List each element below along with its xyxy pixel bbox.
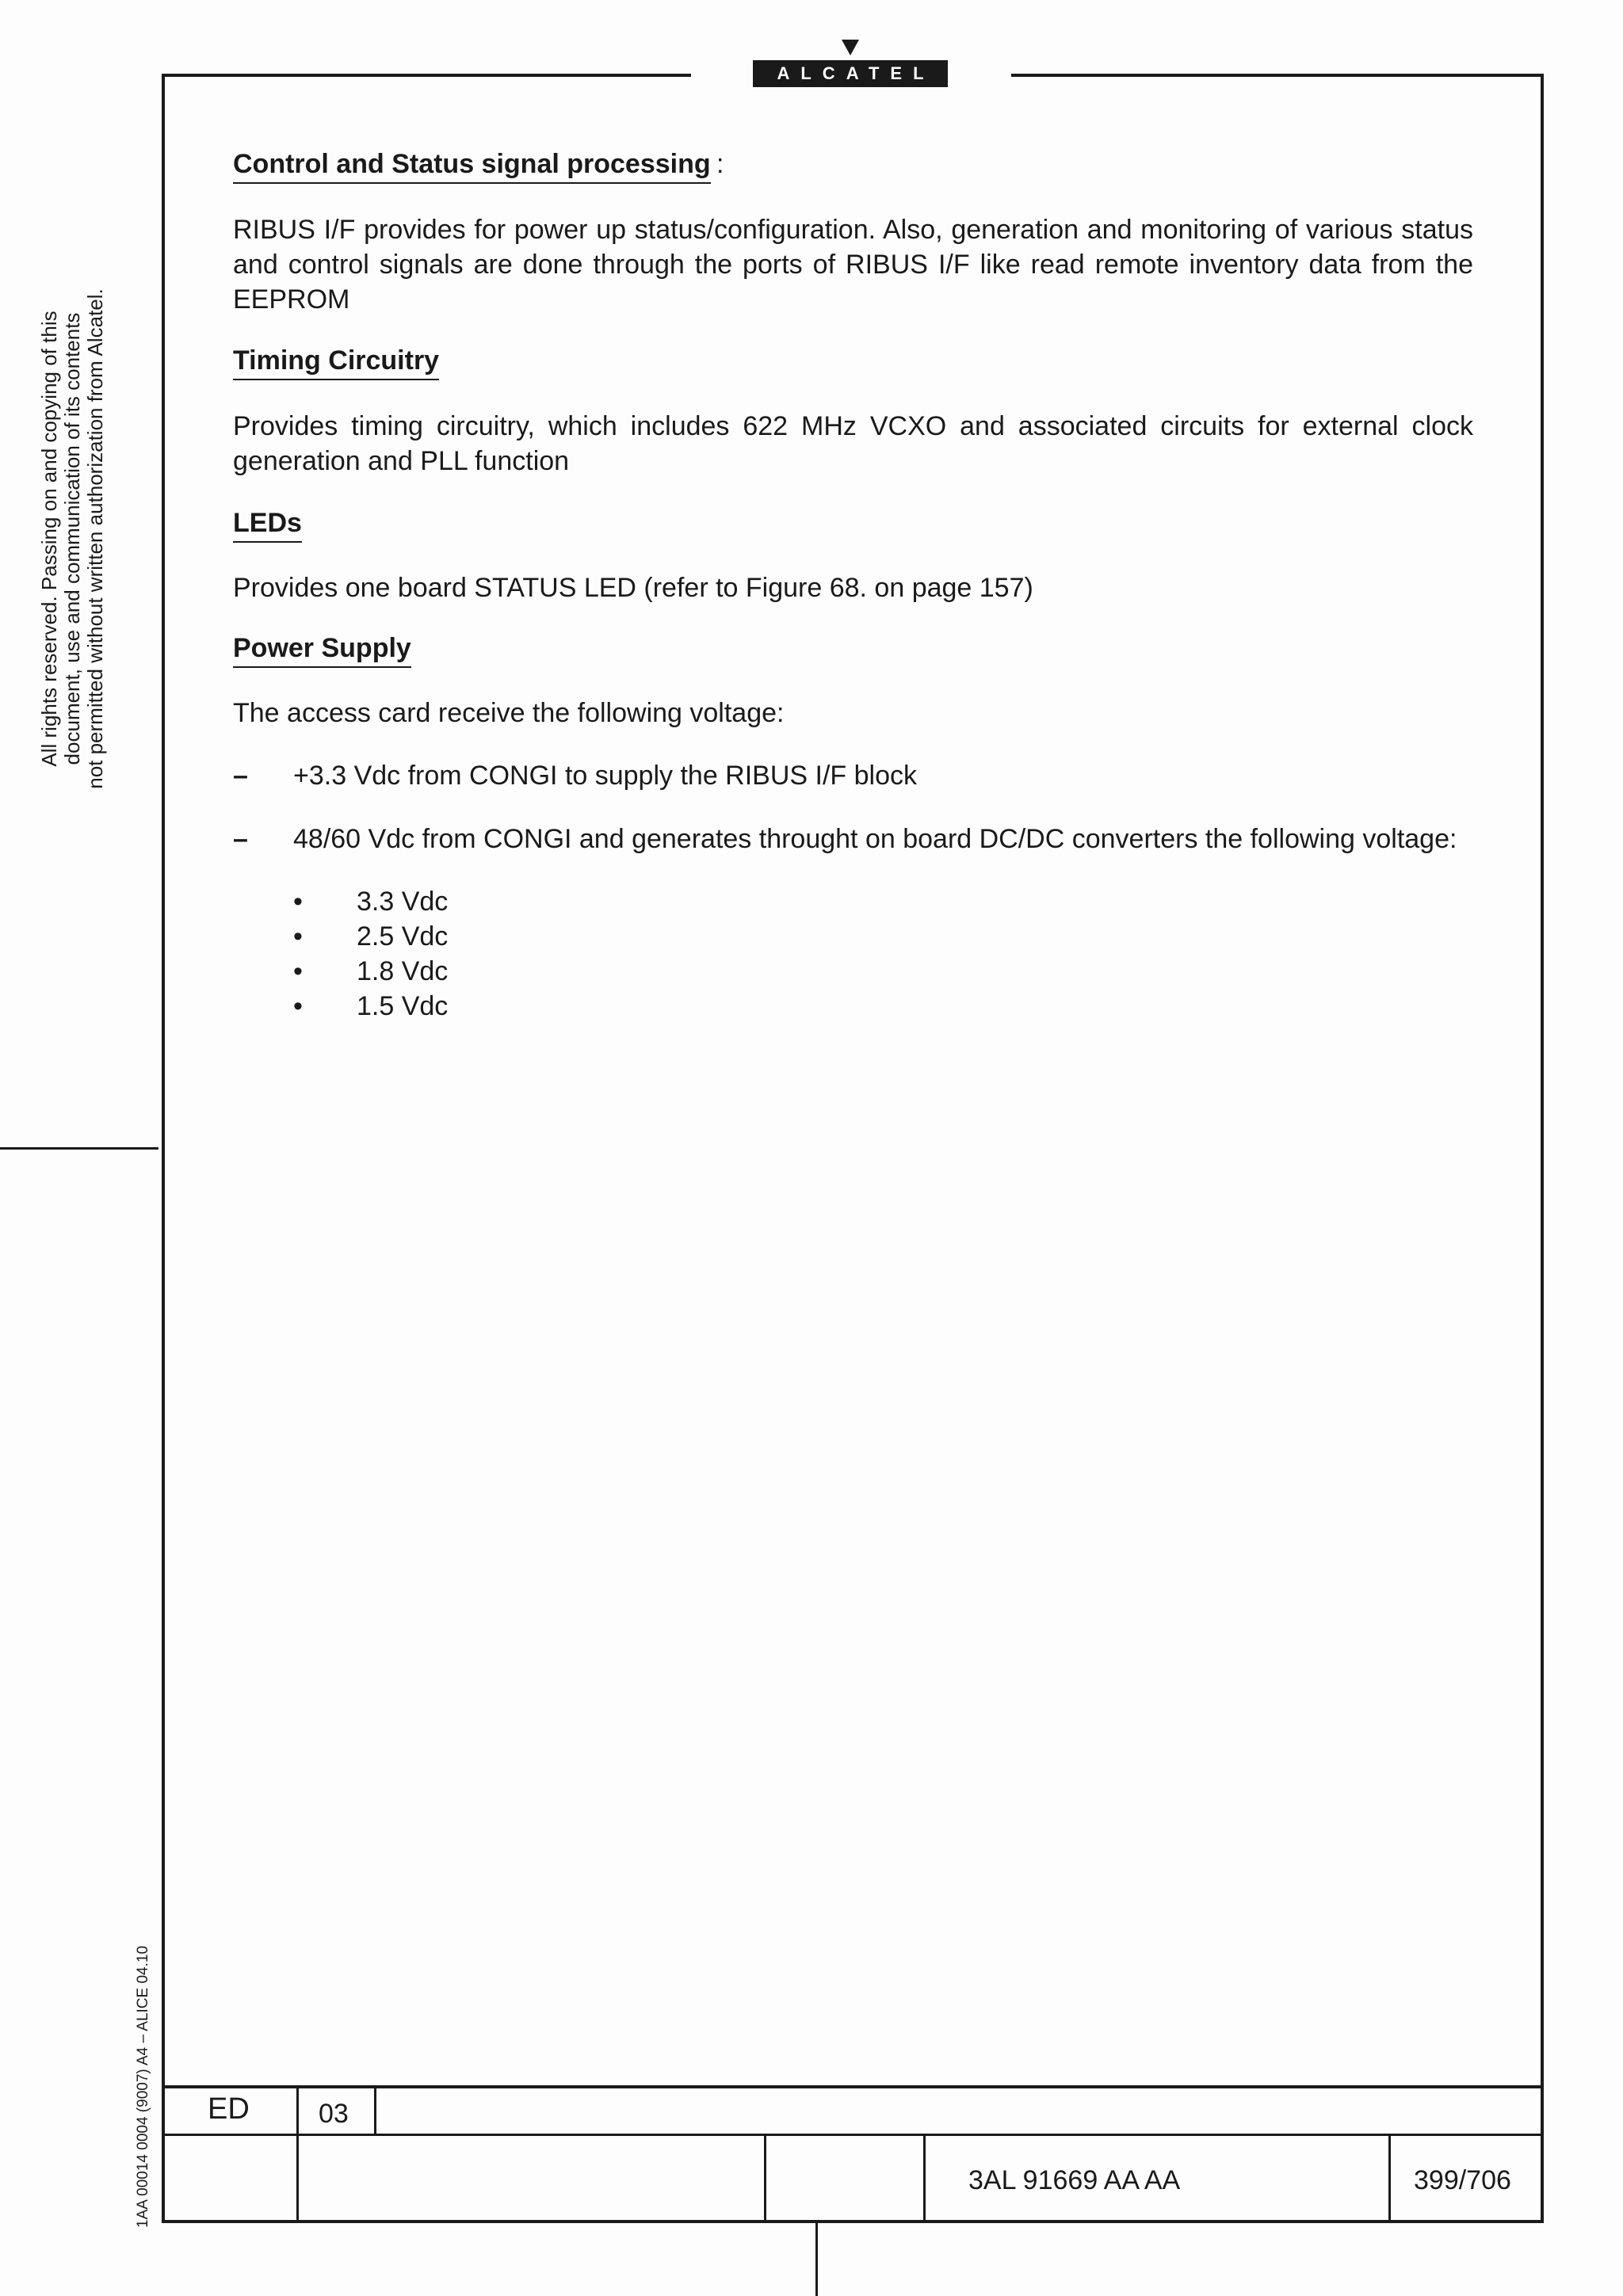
control-heading-text: Control and Status signal processing bbox=[233, 149, 711, 179]
logo-triangle-icon bbox=[842, 40, 859, 55]
dash-icon: – bbox=[233, 761, 248, 791]
footer-divider bbox=[923, 2134, 926, 2223]
list-item-text: +3.3 Vdc from CONGI to supply the RIBUS I/F block bbox=[293, 761, 918, 791]
timing-body: Provides timing circuitry, which includes 622 MHz VCXO and associated circuits for external clock generation and PLL function bbox=[233, 411, 1473, 476]
voltage-value: 1.8 Vdc bbox=[357, 956, 449, 986]
logo-text: ALCATEL bbox=[753, 60, 948, 87]
form-code: 1AA 00014 0004 (9007) A4 – ALICE 04.10 bbox=[135, 1945, 151, 2228]
page-number: 399/706 bbox=[1414, 2165, 1511, 2195]
edition-label: ED bbox=[208, 2092, 250, 2126]
document-number: 3AL 91669 AA AA bbox=[968, 2165, 1181, 2195]
copyright-line: not permitted without written authorization from Alcatel. bbox=[83, 288, 107, 789]
power-intro: The access card receive the following voltage: bbox=[233, 698, 785, 728]
fold-mark bbox=[0, 1147, 158, 1150]
voltage-value: 3.3 Vdc bbox=[357, 887, 449, 917]
bullet-icon: • bbox=[293, 956, 303, 986]
footer-divider bbox=[1388, 2134, 1391, 2223]
edition-number: 03 bbox=[319, 2099, 349, 2129]
bullet-icon: • bbox=[293, 887, 303, 917]
timing-heading: Timing Circuitry bbox=[233, 345, 439, 380]
footer-mid-rule bbox=[162, 2134, 1544, 2136]
footer-divider bbox=[296, 2085, 299, 2223]
bottom-fold-mark bbox=[815, 2223, 818, 2296]
footer-divider bbox=[764, 2134, 766, 2223]
dash-icon: – bbox=[233, 824, 248, 854]
footer-divider bbox=[374, 2085, 376, 2134]
control-heading bbox=[233, 148, 711, 184]
power-heading: Power Supply bbox=[233, 632, 411, 668]
page-frame bbox=[162, 74, 1544, 2223]
control-heading-colon: : bbox=[716, 149, 724, 179]
control-body: RIBUS I/F provides for power up status/configuration. Also, generation and monitoring of various status and control signals are done through the ports of RIBUS I/F like read remote inventory data from the EEPROM bbox=[233, 215, 1473, 315]
voltage-value: 1.5 Vdc bbox=[357, 991, 449, 1021]
leds-heading: LEDs bbox=[233, 507, 302, 543]
bullet-icon: • bbox=[293, 991, 303, 1021]
alcatel-logo bbox=[753, 40, 948, 87]
bullet-icon: • bbox=[293, 921, 303, 952]
copyright-line: All rights reserved. Passing on and copying of this bbox=[37, 311, 61, 767]
voltage-value: 2.5 Vdc bbox=[357, 921, 449, 952]
list-item-text: 48/60 Vdc from CONGI and generates throught on board DC/DC converters the following voltage: bbox=[293, 824, 1457, 854]
leds-body: Provides one board STATUS LED (refer to Figure 68. on page 157) bbox=[233, 573, 1033, 603]
copyright-line: document, use and communication of its contents bbox=[60, 312, 84, 765]
copyright-notice bbox=[38, 269, 107, 808]
footer-top-rule bbox=[162, 2085, 1544, 2088]
